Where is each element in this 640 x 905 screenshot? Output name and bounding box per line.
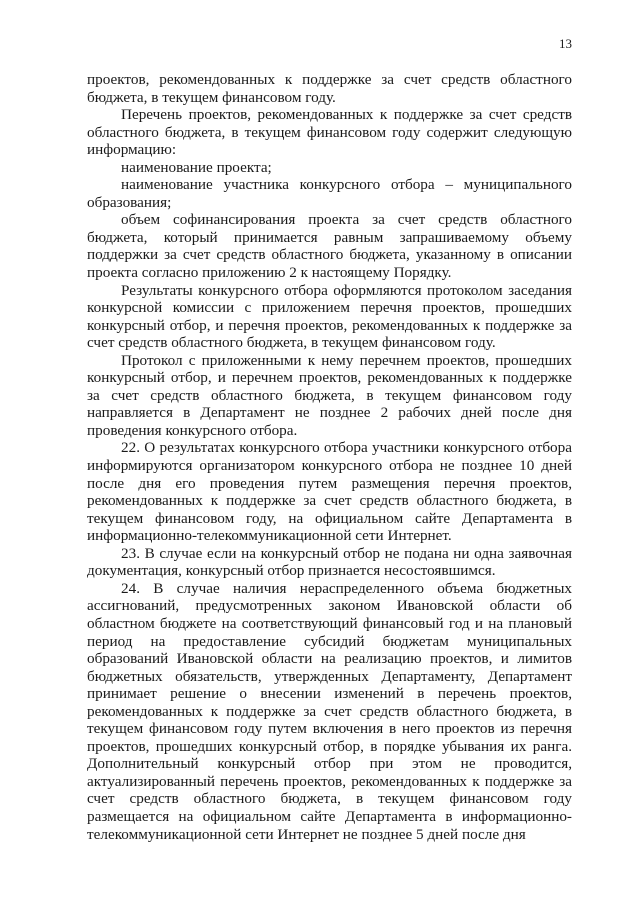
paragraph-clause-23: 23. В случае если на конкурсный отбор не подана ни одна заявочная документация, конкурсный отбор признается несостоявшимся. (87, 544, 572, 580)
paragraph-clause-24: 24. В случае наличия нераспределенного объема бюджетных ассигнований, предусмотренных законом Ивановской области об областном бюджете на соответствующий финансовый год и на плановый период на предоставление субсидий бюджетам муниципальных образований Ивановской области на реализацию проектов, и лимитов бюджетных обязательств, утвержденных Департаменту, Департамент принимает решение о внесении изменений в перечень проектов, рекомендованных к поддержке за счет средств областного бюджета, в текущем финансовом году путем включения в него проектов из перечня проектов, прошедших конкурсный отбор, в порядке убывания их ранга. Дополнительный конкурсный отбор при этом не проводится, актуализированный перечень проектов, рекомендованных к поддержке за счет средств областного бюджета, в текущем финансовом году размещается на официальном сайте Департамента в информационно-телекоммуникационной сети Интернет не позднее 5 дней после дня (87, 579, 572, 843)
paragraph-results-protocol: Результаты конкурсного отбора оформляются протоколом заседания конкурсной комиссии с приложением перечня проектов, прошедших конкурсный отбор, и перечня проектов, рекомендованных к поддержке за счет средств областного бюджета, в текущем финансовом году. (87, 281, 572, 352)
paragraph-protocol-delivery: Протокол с приложенными к нему перечнем проектов, прошедших конкурсный отбор, и перечнем проектов, рекомендованных к поддержке за счет средств областного бюджета, в текущем финансовом году направляется в Департамент не позднее 2 рабочих дней после дня проведения конкурсного отбора. (87, 351, 572, 439)
paragraph-list-item-project-name: наименование проекта; (121, 158, 272, 176)
paragraph-clause-22: 22. О результатах конкурсного отбора участники конкурсного отбора информируются организатором конкурсного отбора не позднее 10 дней после дня его проведения путем размещения перечня проектов, рекомендованных к поддержке за счет средств областного бюджета, в текущем финансовом году, на официальном сайте Департамента в информационно-телекоммуникационной сети Интернет. (87, 439, 572, 545)
paragraph-list-item-participant: наименование участника конкурсного отбора – муниципального образования; (87, 176, 572, 211)
document-body (87, 71, 572, 843)
page-number: 13 (559, 36, 572, 51)
paragraph-continuation: проектов, рекомендованных к поддержке за счет средств областного бюджета, в текущем финансовом году. (87, 71, 572, 106)
paragraph-list-intro: Перечень проектов, рекомендованных к поддержке за счет средств областного бюджета, в текущем финансовом году содержит следующую информацию: (87, 106, 572, 159)
paragraph-list-item-cofinancing: объем софинансирования проекта за счет средств областного бюджета, который принимается равным запрашиваемому объему поддержки за счет средств областного бюджета, указанному в описании проекта согласно приложению 2 к настоящему Порядку. (87, 211, 572, 282)
